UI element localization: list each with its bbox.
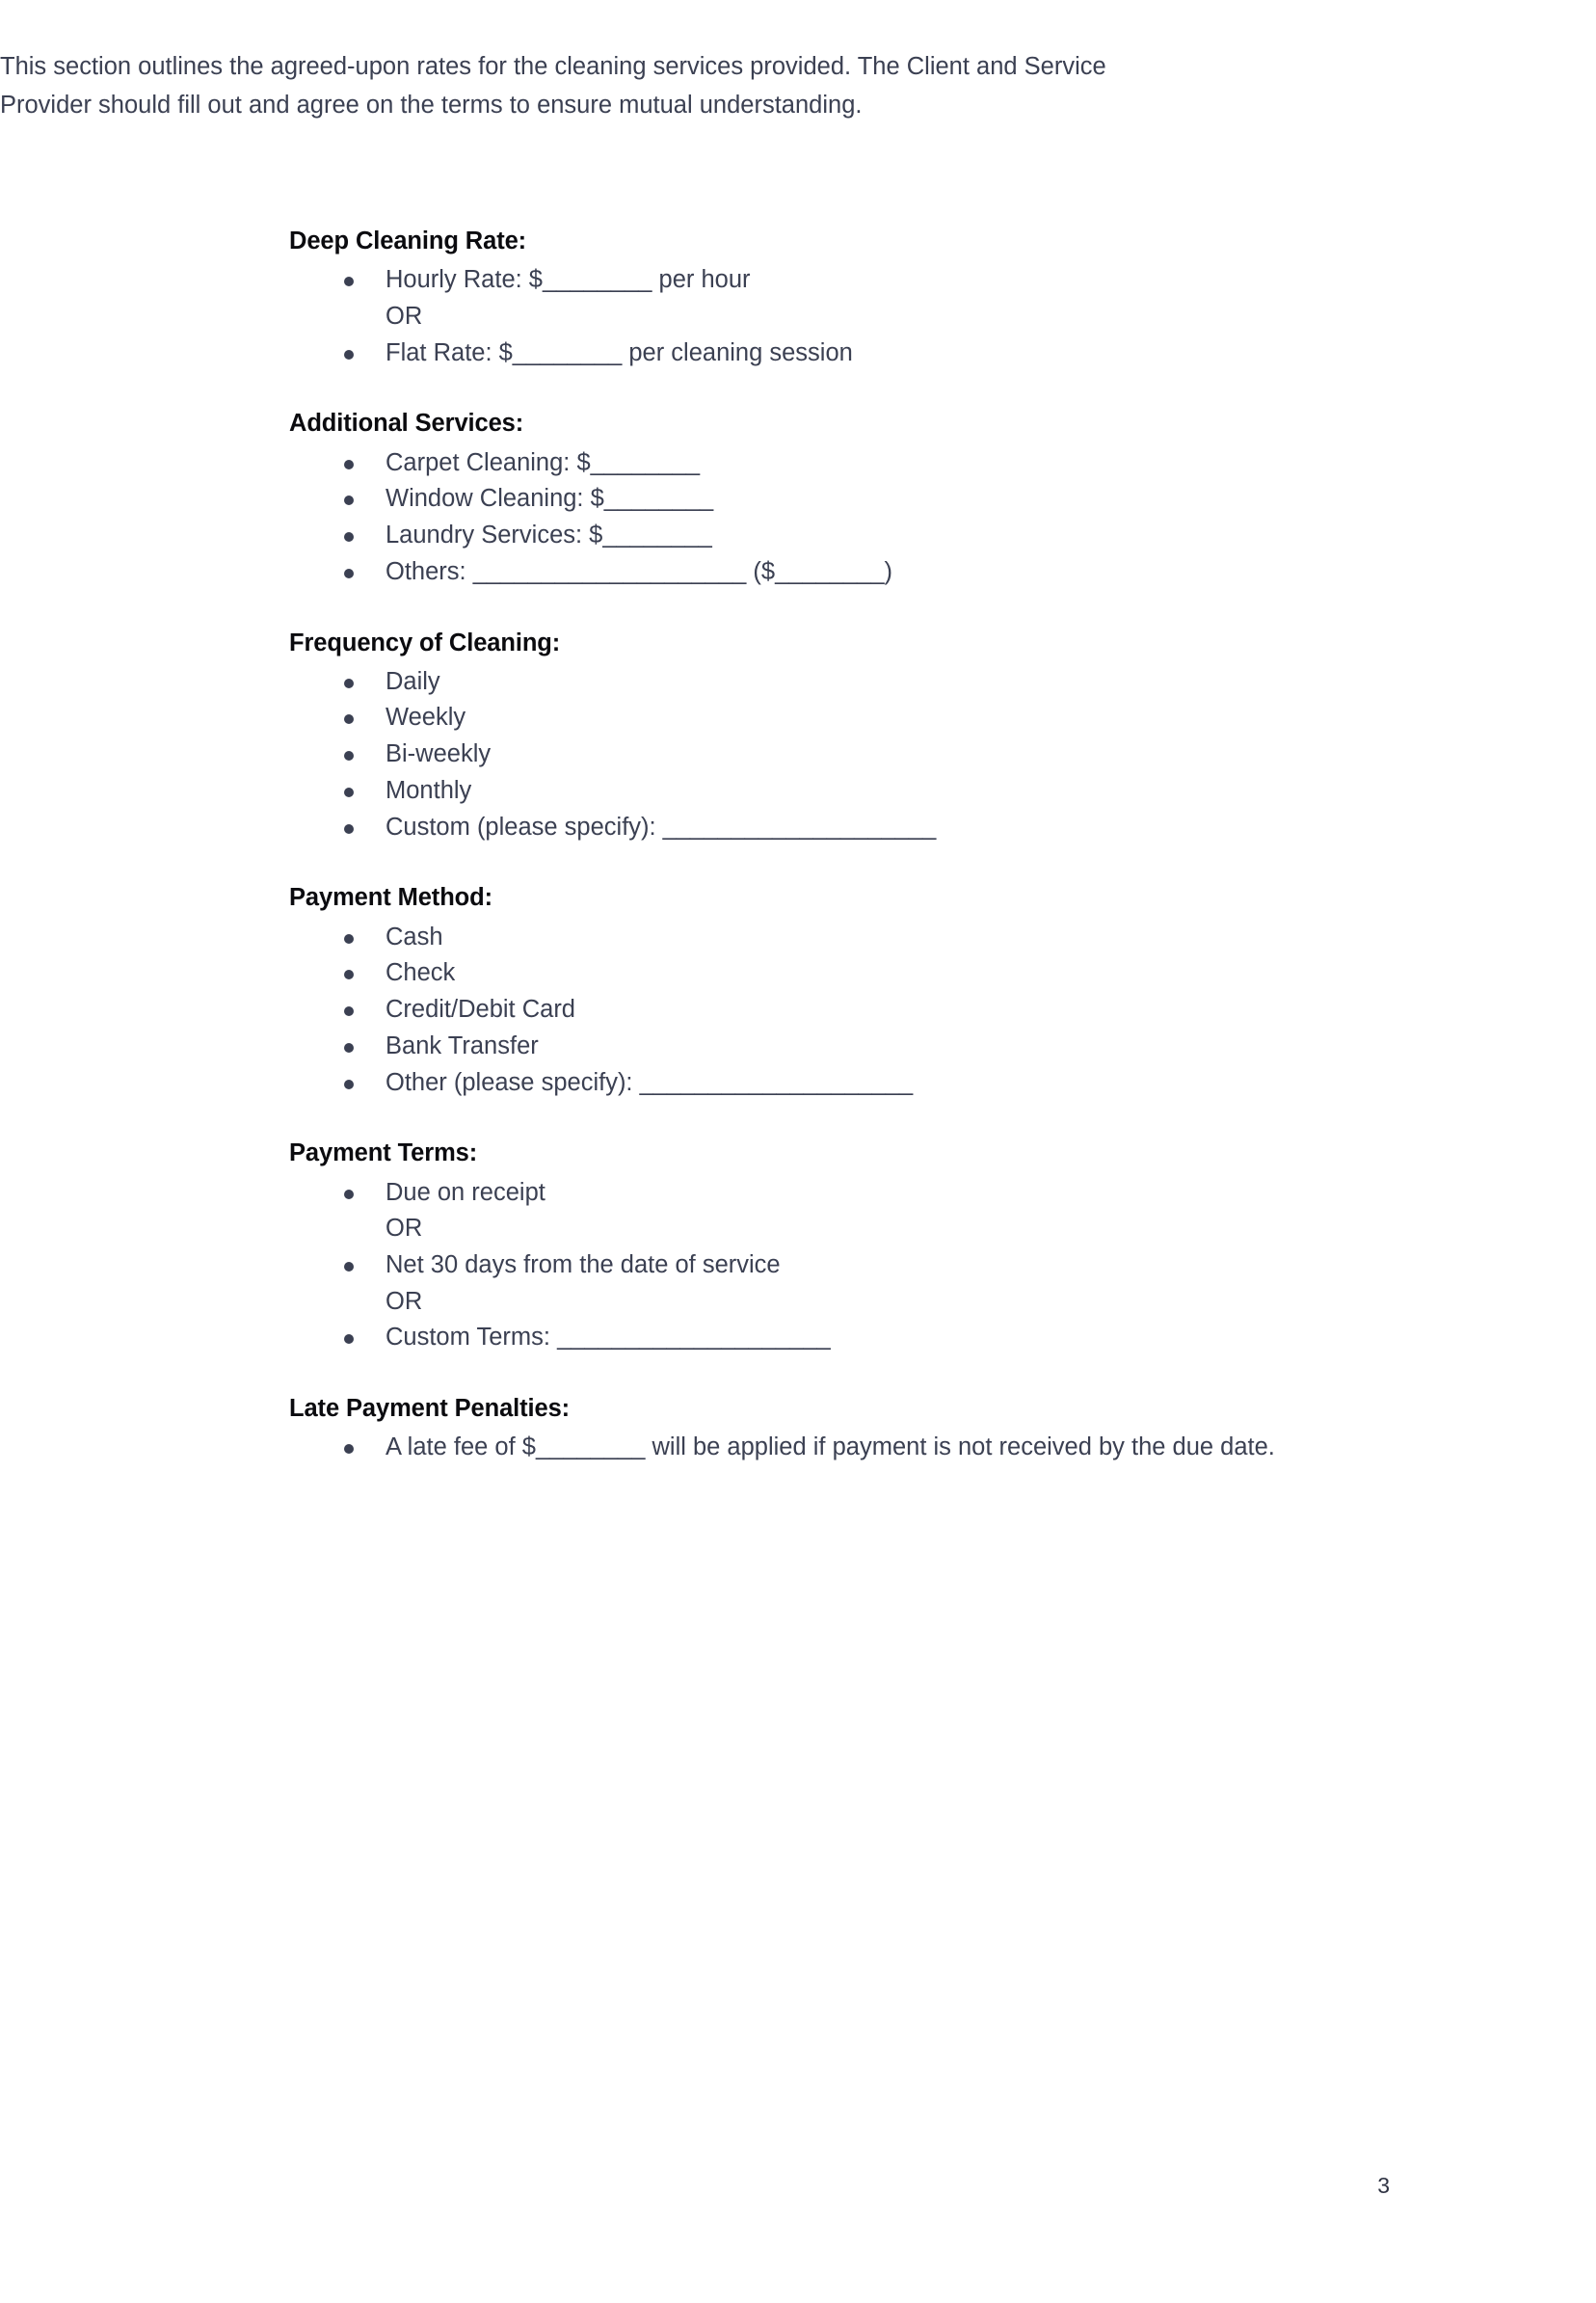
list-item-label: Due on receipt bbox=[386, 1178, 545, 1206]
form-section bbox=[195, 224, 1370, 371]
list-item-label: Carpet Cleaning: $________ bbox=[386, 448, 701, 476]
list-item-label: Cash bbox=[386, 923, 443, 951]
or-separator: OR bbox=[386, 1287, 423, 1315]
list-item-label: Flat Rate: $________ per cleaning session bbox=[386, 338, 853, 366]
form-section bbox=[195, 1136, 1370, 1356]
list-item[interactable] bbox=[195, 262, 1370, 335]
list-item-label: Other (please specify): ____________________ bbox=[386, 1068, 914, 1096]
bullet-list bbox=[195, 664, 1370, 846]
list-item-label: Hourly Rate: $________ per hour bbox=[386, 266, 751, 294]
list-item[interactable] bbox=[195, 445, 1370, 482]
list-item[interactable] bbox=[195, 920, 1370, 956]
section-heading: Late Payment Penalties: bbox=[289, 1395, 571, 1423]
section-heading: Payment Terms: bbox=[289, 1139, 478, 1167]
list-item[interactable] bbox=[195, 1175, 1370, 1247]
list-item[interactable] bbox=[195, 1065, 1370, 1102]
list-item[interactable] bbox=[195, 1430, 1370, 1466]
list-item-label: A late fee of $________ will be applied if payment is not received by the due date. bbox=[386, 1433, 1275, 1461]
form-section bbox=[195, 626, 1370, 846]
list-item[interactable] bbox=[195, 1029, 1370, 1065]
closing-paragraph: This section outlines the agreed-upon rates for the cleaning services provided. The Client and Service Provider should fill out and agree on the terms to ensure mutual understanding. bbox=[0, 53, 1106, 119]
list-item[interactable] bbox=[195, 1320, 1370, 1356]
bullet-list bbox=[195, 445, 1370, 591]
list-item[interactable] bbox=[195, 518, 1370, 554]
list-item[interactable] bbox=[195, 664, 1370, 701]
list-item-label: Monthly bbox=[386, 776, 472, 804]
section-heading: Additional Services: bbox=[289, 410, 524, 438]
bullet-list bbox=[195, 1430, 1370, 1466]
page-number: 3 bbox=[1377, 2173, 1390, 2198]
or-separator: OR bbox=[386, 1215, 423, 1243]
list-item[interactable] bbox=[195, 736, 1370, 773]
list-item-label: Laundry Services: $________ bbox=[386, 522, 712, 549]
list-item[interactable] bbox=[195, 955, 1370, 992]
document-page bbox=[0, 48, 1596, 2303]
list-item-label: Bank Transfer bbox=[386, 1031, 539, 1059]
list-item-label: Weekly bbox=[386, 704, 466, 732]
list-item-label: Net 30 days from the date of service bbox=[386, 1250, 781, 1278]
document-body bbox=[195, 224, 1370, 1466]
list-item-label: Credit/Debit Card bbox=[386, 996, 575, 1024]
list-item-label: Custom Terms: ____________________ bbox=[386, 1324, 831, 1352]
list-item[interactable] bbox=[195, 481, 1370, 518]
list-item-label: Window Cleaning: $________ bbox=[386, 485, 714, 513]
bullet-list bbox=[195, 262, 1370, 371]
form-section bbox=[195, 406, 1370, 590]
list-item[interactable] bbox=[195, 554, 1370, 591]
list-item[interactable] bbox=[195, 992, 1370, 1029]
bullet-list bbox=[195, 1175, 1370, 1357]
list-item-label: Custom (please specify): ____________________ bbox=[386, 813, 937, 841]
or-separator: OR bbox=[386, 302, 423, 330]
section-heading: Payment Method: bbox=[289, 884, 493, 912]
list-item[interactable] bbox=[195, 1247, 1370, 1320]
form-section bbox=[195, 1391, 1370, 1466]
list-item[interactable] bbox=[195, 700, 1370, 736]
list-item-label: Daily bbox=[386, 667, 440, 695]
list-item[interactable] bbox=[195, 810, 1370, 846]
form-section bbox=[195, 880, 1370, 1101]
section-heading: Frequency of Cleaning: bbox=[289, 629, 561, 656]
section-heading: Deep Cleaning Rate: bbox=[289, 228, 527, 254]
bullet-list bbox=[195, 920, 1370, 1102]
list-item[interactable] bbox=[195, 773, 1370, 810]
list-item-label: Check bbox=[386, 959, 456, 987]
list-item[interactable] bbox=[195, 335, 1370, 372]
list-item-label: Others: ____________________ ($________) bbox=[386, 557, 893, 585]
list-item-label: Bi-weekly bbox=[386, 740, 492, 768]
